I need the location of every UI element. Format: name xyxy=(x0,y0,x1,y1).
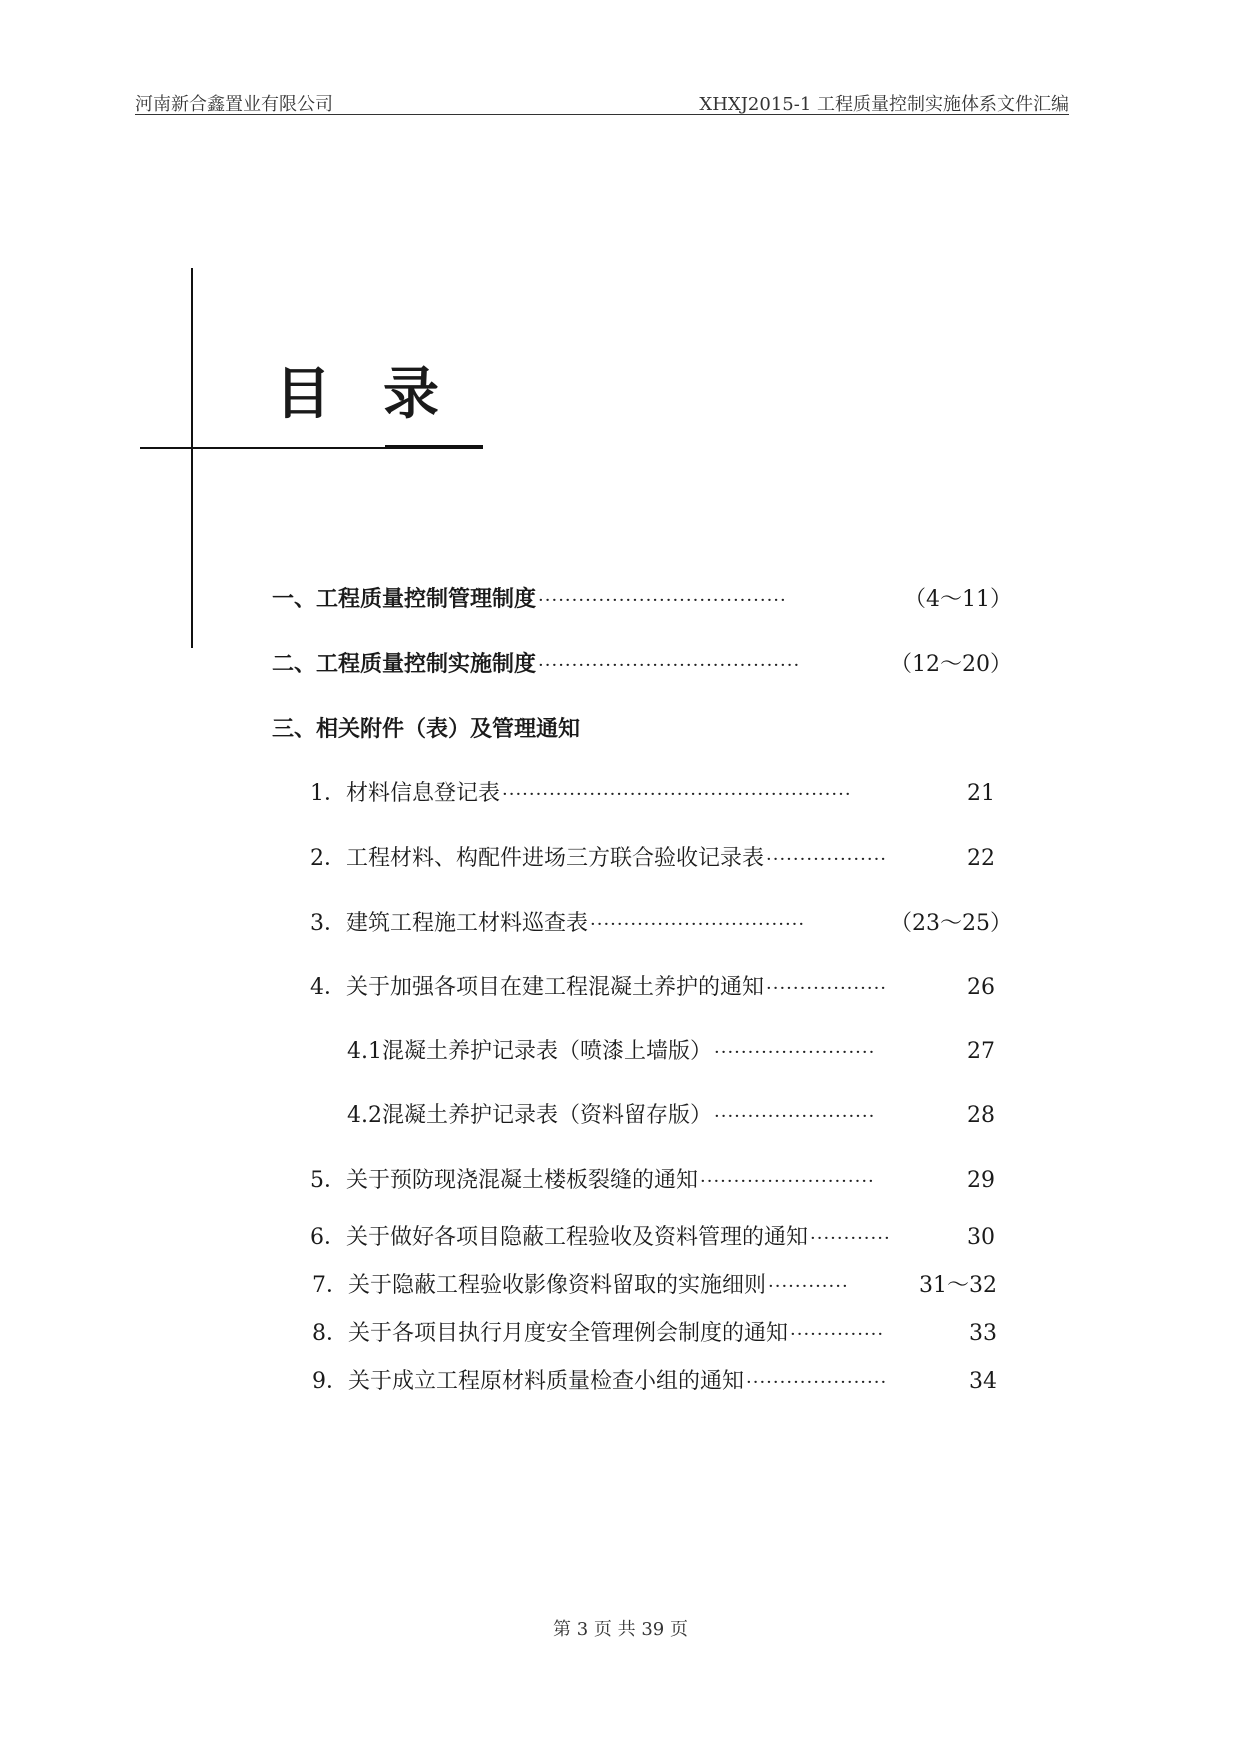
toc-item-number: 7． xyxy=(312,1273,348,1298)
header-divider xyxy=(135,114,1069,115)
toc-item-6 xyxy=(310,1220,995,1251)
toc-section-number: 一、 xyxy=(272,587,317,612)
toc-item-5 xyxy=(310,1163,995,1194)
toc-page-range: 31～32 xyxy=(919,1273,997,1298)
toc-leader-dots: ············ xyxy=(810,1228,891,1249)
toc-item-8 xyxy=(312,1316,997,1347)
toc-item-label: 关于做好各项目隐蔽工程验收及资料管理的通知 xyxy=(346,1225,809,1250)
toc-item-9 xyxy=(312,1364,997,1395)
decorative-horizontal-line xyxy=(140,447,390,449)
toc-item-label: 建筑工程施工材料巡查表 xyxy=(346,911,589,936)
toc-item-7 xyxy=(312,1268,997,1299)
toc-item-1 xyxy=(310,776,995,807)
toc-item-number: 5． xyxy=(310,1168,346,1193)
toc-item-label: 关于各项目执行月度安全管理例会制度的通知 xyxy=(348,1321,789,1346)
toc-leader-dots: ···················································· xyxy=(502,784,852,805)
toc-leader-dots: ·························· xyxy=(700,1171,875,1192)
toc-item-number: 8． xyxy=(312,1321,348,1346)
page-indicator: 第 3 页 共 39 页 xyxy=(553,1619,688,1640)
toc-item-2 xyxy=(310,841,995,872)
toc-section-3 xyxy=(272,712,1012,743)
toc-item-number: 9． xyxy=(312,1369,348,1394)
toc-subitem-4-1 xyxy=(347,1034,995,1065)
toc-leader-dots: ············ xyxy=(768,1276,849,1297)
toc-page-number: 30 xyxy=(967,1225,995,1250)
toc-page-range: （23～25） xyxy=(890,911,1012,936)
toc-leader-dots: ······································· xyxy=(538,655,801,676)
toc-section-label: 相关附件（表）及管理通知 xyxy=(316,717,581,742)
toc-section-number: 二、 xyxy=(272,652,317,677)
toc-item-label: 混凝土养护记录表（资料留存版） xyxy=(382,1103,713,1128)
toc-leader-dots: ································ xyxy=(590,914,806,935)
toc-item-label: 关于隐蔽工程验收影像资料留取的实施细则 xyxy=(348,1273,767,1298)
toc-page-number: 26 xyxy=(967,975,995,1000)
toc-item-number: 4.2 xyxy=(347,1103,382,1128)
toc-page-range: （12～20） xyxy=(890,652,1012,677)
toc-leader-dots: ························ xyxy=(714,1106,876,1127)
toc-page-range: （4～11） xyxy=(904,587,1012,612)
toc-leader-dots: ····················· xyxy=(746,1372,888,1393)
header-company: 河南新合鑫置业有限公司 xyxy=(135,94,333,115)
toc-subitem-4-2 xyxy=(347,1098,995,1129)
toc-item-label: 关于加强各项目在建工程混凝土养护的通知 xyxy=(346,975,765,1000)
header-doc-code: XHXJ2015-1 工程质量控制实施体系文件汇编 xyxy=(699,94,1069,115)
decorative-title-underline xyxy=(385,445,483,449)
toc-page-number: 33 xyxy=(969,1321,997,1346)
decorative-vertical-line xyxy=(191,268,193,648)
toc-item-3 xyxy=(310,906,1012,937)
toc-item-number: 4.1 xyxy=(347,1039,382,1064)
toc-title: 目录 xyxy=(275,362,491,427)
toc-page-number: 34 xyxy=(969,1369,997,1394)
toc-item-label: 材料信息登记表 xyxy=(346,781,501,806)
toc-item-4 xyxy=(310,970,995,1001)
toc-section-1 xyxy=(272,582,1012,613)
toc-page-number: 21 xyxy=(967,781,995,806)
toc-page-number: 27 xyxy=(967,1039,995,1064)
toc-leader-dots: ·················· xyxy=(766,849,888,870)
toc-section-2 xyxy=(272,647,1012,678)
toc-item-label: 关于预防现浇混凝土楼板裂缝的通知 xyxy=(346,1168,699,1193)
toc-page-number: 29 xyxy=(967,1168,995,1193)
toc-item-label: 关于成立工程原材料质量检查小组的通知 xyxy=(348,1369,745,1394)
toc-page-number: 28 xyxy=(967,1103,995,1128)
toc-item-label: 工程材料、构配件进场三方联合验收记录表 xyxy=(346,846,765,871)
toc-leader-dots: ····································· xyxy=(538,590,787,611)
toc-section-label: 工程质量控制实施制度 xyxy=(316,652,537,677)
toc-item-number: 6． xyxy=(310,1225,346,1250)
toc-leader-dots: ·················· xyxy=(766,978,888,999)
toc-item-number: 2． xyxy=(310,846,346,871)
toc-leader-dots: ························ xyxy=(714,1042,876,1063)
toc-page-number: 22 xyxy=(967,846,995,871)
toc-item-number: 4． xyxy=(310,975,346,1000)
toc-item-number: 1． xyxy=(310,781,346,806)
toc-section-label: 工程质量控制管理制度 xyxy=(316,587,537,612)
toc-item-label: 混凝土养护记录表（喷漆上墙版） xyxy=(382,1039,713,1064)
toc-section-number: 三、 xyxy=(272,717,317,742)
toc-leader-dots: ·············· xyxy=(790,1324,885,1345)
toc-item-number: 3． xyxy=(310,911,346,936)
